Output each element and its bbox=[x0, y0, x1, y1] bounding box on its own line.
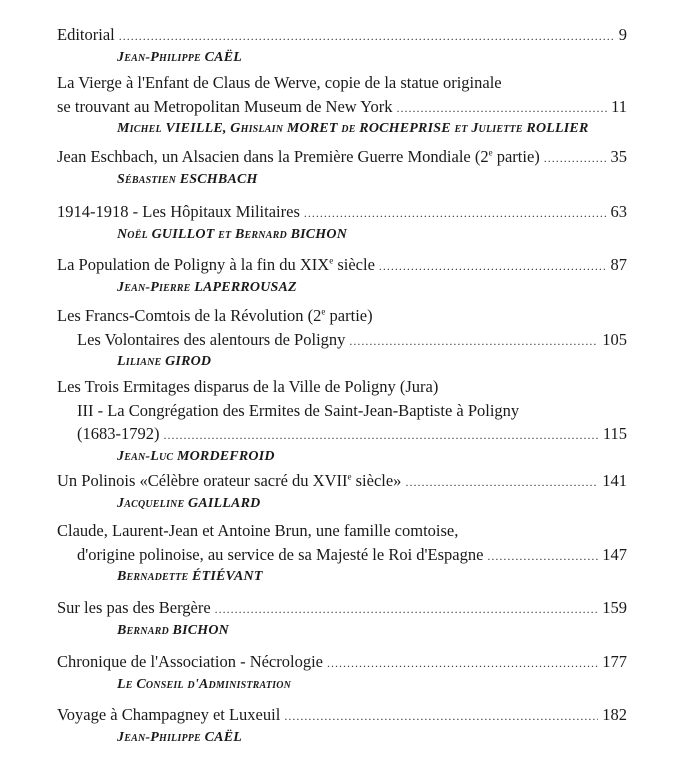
entry-title: d'origine polinoise, au service de sa Majesté le Roi d'Espagne bbox=[77, 544, 484, 564]
leader-dots bbox=[349, 330, 598, 354]
entry-author: Jean-Philippe CAËL bbox=[117, 49, 242, 65]
toc-entry-editorial bbox=[57, 23, 627, 67]
toc-line bbox=[57, 399, 627, 423]
toc-entry-population bbox=[57, 253, 627, 297]
toc-line bbox=[57, 469, 627, 495]
entry-title: Editorial bbox=[57, 25, 115, 44]
page-number: 182 bbox=[602, 705, 627, 724]
toc-entry-eschbach bbox=[57, 145, 627, 189]
entry-title: Les Volontaires des alentours de Poligny bbox=[77, 329, 346, 349]
toc-entry-hopitaux bbox=[57, 200, 627, 244]
entry-title: (1683-1792) bbox=[77, 424, 160, 443]
page-number: 9 bbox=[618, 25, 627, 44]
page-number: 147 bbox=[602, 544, 627, 564]
entry-title: La Population de Poligny à la fin du XIXe siècle bbox=[57, 255, 375, 274]
entry-author: Sébastien ESCHBACH bbox=[117, 171, 258, 187]
entry-title: III - La Congrégation des Ermites de Saint-Jean-Baptiste à Poligny bbox=[77, 400, 520, 420]
entry-author: Noël GUILLOT et Bernard BICHON bbox=[117, 226, 348, 242]
toc-line bbox=[57, 422, 627, 448]
entry-author: Bernadette ÉTIÉVANT bbox=[117, 569, 263, 584]
toc-line bbox=[57, 200, 627, 226]
leader-dots bbox=[544, 147, 607, 171]
toc-entry-polinois bbox=[57, 469, 627, 513]
toc-line bbox=[57, 703, 627, 729]
leader-dots bbox=[396, 97, 607, 121]
toc-entry-bergere bbox=[57, 596, 627, 640]
page-number: 35 bbox=[610, 147, 627, 166]
toc-line bbox=[57, 519, 627, 543]
entry-author: Le Conseil d'Administration bbox=[117, 676, 292, 692]
leader-dots bbox=[405, 471, 598, 495]
toc-line bbox=[57, 650, 627, 676]
toc-line bbox=[57, 71, 627, 95]
entry-title: Jean Eschbach, un Alsacien dans la Première Guerre Mondiale (2e partie) bbox=[57, 147, 540, 166]
entry-author: Jean-Luc MORDEFROID bbox=[117, 448, 275, 464]
toc-line bbox=[57, 145, 627, 171]
toc-line bbox=[57, 23, 627, 49]
toc-line bbox=[57, 596, 627, 622]
entry-author: Jacqueline GAILLARD bbox=[117, 495, 261, 511]
entry-title: La Vierge à l'Enfant de Claus de Werve, copie de la statue originale bbox=[57, 73, 502, 92]
toc-line bbox=[57, 95, 627, 121]
toc-entry-ermitages bbox=[57, 375, 627, 466]
toc-entry-chronique bbox=[57, 650, 627, 694]
entry-author: Bernard BICHON bbox=[117, 622, 229, 638]
entry-title: Chronique de l'Association - Nécrologie bbox=[57, 652, 323, 671]
page-number: 11 bbox=[611, 96, 627, 116]
toc-line bbox=[57, 328, 627, 354]
entry-author: Jean-Pierre LAPERROUSAZ bbox=[117, 279, 297, 295]
entry-title: Sur les pas des Bergère bbox=[57, 598, 211, 617]
entry-title: Claude, Laurent-Jean et Antoine Brun, une famille comtoise, bbox=[57, 521, 459, 540]
leader-dots bbox=[379, 255, 607, 279]
toc-line bbox=[57, 253, 627, 279]
toc-line bbox=[57, 543, 627, 569]
toc-entry-francs-comtois bbox=[57, 304, 627, 371]
entry-title: se trouvant au Metropolitan Museum de New York bbox=[57, 96, 393, 116]
entry-title: Les Francs-Comtois de la Révolution (2e partie) bbox=[57, 306, 373, 325]
leader-dots bbox=[163, 424, 598, 448]
toc-line bbox=[57, 375, 627, 399]
leader-dots bbox=[119, 25, 615, 49]
leader-dots bbox=[284, 705, 598, 729]
leader-dots bbox=[487, 545, 598, 569]
entry-title: Les Trois Ermitages disparus de la Ville de Poligny (Jura) bbox=[57, 377, 439, 396]
entry-author: Liliane GIROD bbox=[117, 354, 212, 369]
page-number: 115 bbox=[602, 424, 627, 443]
toc-entry-voyage bbox=[57, 703, 627, 747]
leader-dots bbox=[304, 202, 607, 226]
entry-title: Voyage à Champagney et Luxeuil bbox=[57, 705, 281, 724]
page-number: 177 bbox=[602, 652, 627, 671]
page-number: 105 bbox=[602, 329, 627, 349]
entry-author: Jean-Philippe CAËL bbox=[117, 729, 242, 745]
entry-title: 1914-1918 - Les Hôpitaux Militaires bbox=[57, 202, 300, 221]
page-number: 63 bbox=[610, 202, 627, 221]
toc-line bbox=[57, 304, 627, 328]
leader-dots bbox=[215, 598, 599, 622]
page-number: 87 bbox=[610, 255, 627, 274]
entry-author: Michel VIEILLE, Ghislain MORET de ROCHEPRISE et Juliette ROLLIER bbox=[117, 121, 589, 136]
leader-dots bbox=[327, 652, 598, 676]
toc-entry-vierge bbox=[57, 71, 627, 138]
page-number: 141 bbox=[602, 471, 627, 490]
page-number: 159 bbox=[602, 598, 627, 617]
entry-title: Un Polinois «Célèbre orateur sacré du XVIIe siècle» bbox=[57, 471, 402, 490]
toc-entry-brun bbox=[57, 519, 627, 586]
